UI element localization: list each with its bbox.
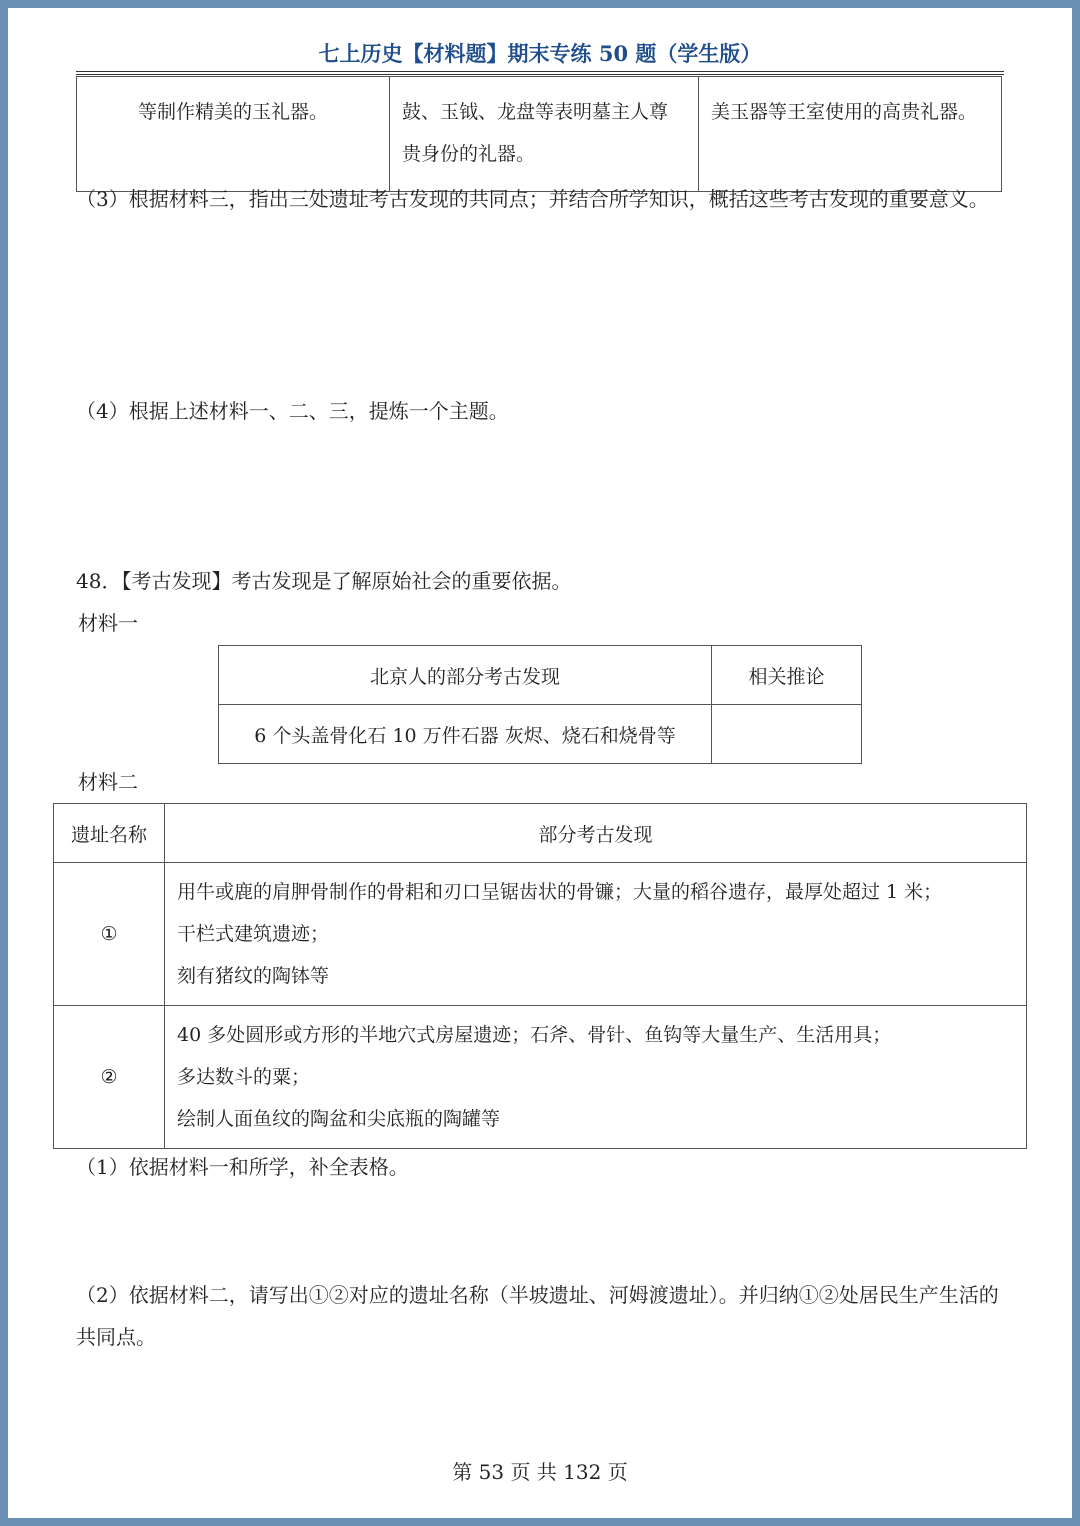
site-findings <box>165 1006 1027 1149</box>
material-1-table <box>218 645 862 764</box>
question-48-part-1: （1）依据材料一和所学，补全表格。 <box>76 1155 409 1179</box>
finding-line: 40 多处圆形或方形的半地穴式房屋遗迹；石斧、骨针、鱼钩等大量生产、生活用具； <box>177 1024 892 1046</box>
document-page <box>8 8 1072 1518</box>
question-47-part-3: （3）根据材料三，指出三处遗址考古发现的共同点；并结合所学知识，概括这些考古发现的重要意义。 <box>76 187 989 211</box>
table-header: 北京人的部分考古发现 <box>219 646 712 705</box>
finding-line: 刻有猪纹的陶钵等 <box>177 965 330 987</box>
site-findings <box>165 863 1027 1006</box>
finding-line: 干栏式建筑遗迹； <box>177 923 330 945</box>
table-header: 相关推论 <box>712 646 862 705</box>
question-48-title: 48．【考古发现】考古发现是了解原始社会的重要依据。 <box>76 569 572 593</box>
header-rule <box>76 71 1004 75</box>
top-table <box>76 76 1002 192</box>
finding-line: 绘制人面鱼纹的陶盆和尖底瓶的陶罐等 <box>177 1108 501 1130</box>
material-2-table <box>53 803 1027 1149</box>
page-number: 第 53 页 共 132 页 <box>452 1460 628 1484</box>
material-2-label: 材料二 <box>78 770 138 794</box>
site-name: ① <box>54 863 165 1006</box>
header-title: 七上历史【材料题】期末专练 50 题（学生版） <box>318 41 762 66</box>
finding-line: 多达数斗的粟； <box>177 1066 311 1088</box>
table-cell: 6 个头盖骨化石 10 万件石器 灰烬、烧石和烧骨等 <box>219 705 712 764</box>
site-name: ② <box>54 1006 165 1149</box>
question-47-part-4: （4）根据上述材料一、二、三，提炼一个主题。 <box>76 399 509 423</box>
top-table-cell: 鼓、玉钺、龙盘等表明墓主人尊贵身份的礼器。 <box>390 77 699 192</box>
finding-line: 用牛或鹿的肩胛骨制作的骨耜和刃口呈锯齿状的骨镰；大量的稻谷遗存，最厚处超过 1 米； <box>177 881 943 903</box>
top-table-cell: 美玉器等王室使用的高贵礼器。 <box>699 77 1002 192</box>
top-table-cell: 等制作精美的玉礼器。 <box>77 77 390 192</box>
table-header: 遗址名称 <box>54 804 165 863</box>
table-header: 部分考古发现 <box>165 804 1027 863</box>
material-1-label: 材料一 <box>78 611 138 635</box>
question-48-part-2: （2）依据材料二，请写出①②对应的遗址名称（半坡遗址、河姆渡遗址）。并归纳①②处居民生产生活的共同点。 <box>76 1283 999 1349</box>
table-cell-blank <box>712 705 862 764</box>
